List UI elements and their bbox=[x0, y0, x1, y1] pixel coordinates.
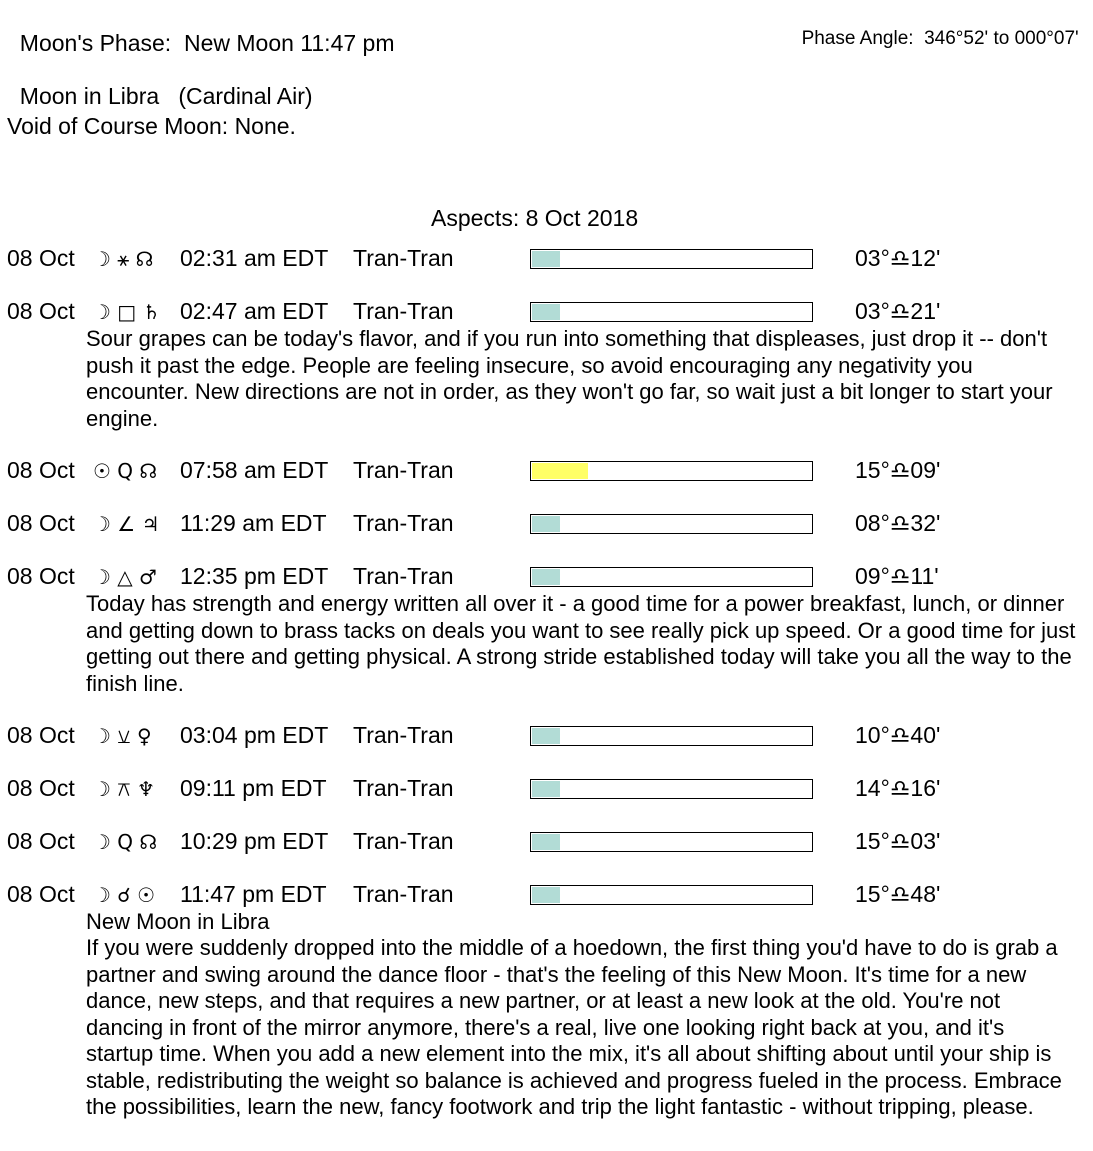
aspect-type: Tran-Tran bbox=[353, 510, 454, 536]
aspect-degree: 15°♎09' bbox=[855, 457, 941, 483]
strength-bar bbox=[530, 885, 813, 905]
strength-bar bbox=[530, 567, 813, 587]
strength-bar-fill bbox=[532, 251, 560, 267]
aspect-glyphs-icon: ☽ ∠ ♃ bbox=[93, 512, 160, 536]
strength-bar-fill bbox=[532, 887, 560, 903]
aspect-date: 08 Oct bbox=[7, 510, 75, 536]
aspect-degree: 08°♎32' bbox=[855, 510, 941, 536]
aspect-glyphs-icon: ☽ △ ♂ bbox=[93, 565, 157, 589]
void-of-course: Void of Course Moon: None. bbox=[7, 113, 296, 139]
aspect-glyphs-icon: ☽ □ ♄ bbox=[93, 300, 161, 324]
aspect-time: 10:29 pm EDT bbox=[180, 828, 329, 854]
aspect-degree: 03°♎12' bbox=[855, 245, 941, 271]
strength-bar bbox=[530, 726, 813, 746]
strength-bar bbox=[530, 461, 813, 481]
aspect-glyphs-icon: ☉ Q ☊ bbox=[93, 459, 158, 483]
strength-bar-fill bbox=[532, 463, 588, 479]
aspect-date: 08 Oct bbox=[7, 457, 75, 483]
aspect-time: 09:11 pm EDT bbox=[180, 775, 327, 801]
aspect-degree: 03°♎21' bbox=[855, 298, 941, 324]
aspect-type: Tran-Tran bbox=[353, 298, 454, 324]
aspect-date: 08 Oct bbox=[7, 245, 75, 271]
aspect-type: Tran-Tran bbox=[353, 457, 454, 483]
aspect-type: Tran-Tran bbox=[353, 722, 454, 748]
phase-angle-value: 346°52' to 000°07' bbox=[924, 28, 1079, 49]
aspects-title: Aspects: 8 Oct 2018 bbox=[431, 205, 639, 231]
aspect-date: 08 Oct bbox=[7, 298, 75, 324]
aspect-type: Tran-Tran bbox=[353, 881, 454, 907]
aspect-degree: 09°♎11' bbox=[855, 563, 939, 589]
moon-phase-value: New Moon 11:47 pm bbox=[183, 30, 395, 56]
strength-bar bbox=[530, 302, 813, 322]
aspect-type: Tran-Tran bbox=[353, 245, 454, 271]
aspect-description: If you were suddenly dropped into the middle of a hoedown, the first thing you'd have to do is grab a partner and swing around the dance floor - that's the feeling of this New Moon. It's time for a new dance, new steps, and that requires a new partner, or at least a new look at the old. You're not dancing in front of the mirror anymore, there's a real, live one looking right back at you, and it's startup time. When you add a new element into the mix, it's all about shifting about until your ship is stable, redistributing the weight so balance is achieved and progress fueled in the process. Embrace the possibilities, learn the new, fancy footwork and trip the light fantastic - without tripping, please. bbox=[86, 935, 1062, 1119]
aspect-degree: 14°♎16' bbox=[855, 775, 941, 801]
moon-element: (Cardinal Air) bbox=[178, 83, 313, 109]
aspect-degree: 10°♎40' bbox=[855, 722, 941, 748]
strength-bar-fill bbox=[532, 516, 560, 532]
strength-bar bbox=[530, 832, 813, 852]
aspect-type: Tran-Tran bbox=[353, 828, 454, 854]
strength-bar bbox=[530, 249, 813, 269]
aspect-subtitle: New Moon in Libra bbox=[86, 909, 270, 934]
aspect-time: 02:47 am EDT bbox=[180, 298, 329, 324]
strength-bar bbox=[530, 779, 813, 799]
aspect-glyphs-icon: ☽ ⚻ ♆ bbox=[93, 777, 155, 801]
aspect-time: 12:35 pm EDT bbox=[180, 563, 329, 589]
aspect-time: 02:31 am EDT bbox=[180, 245, 329, 271]
aspect-degree: 15°♎48' bbox=[855, 881, 941, 907]
aspect-date: 08 Oct bbox=[7, 828, 75, 854]
strength-bar bbox=[530, 514, 813, 534]
strength-bar-fill bbox=[532, 304, 560, 320]
moon-phase-label: Moon's Phase: bbox=[19, 30, 172, 56]
strength-bar-fill bbox=[532, 834, 560, 850]
aspect-glyphs-icon: ☽ Q ☊ bbox=[93, 830, 158, 854]
aspect-glyphs-icon: ☽ ⚺ ♀ bbox=[93, 724, 152, 748]
strength-bar-fill bbox=[532, 781, 560, 797]
aspect-description: Today has strength and energy written all over it - a good time for a power breakfast, lunch, or dinner and getting down to brass tacks on deals you want to see really pick up speed. Or a good time for just getting out there and getting physical. A strong stride established today will take you all the way to the finish line. bbox=[86, 591, 1076, 696]
aspect-time: 03:04 pm EDT bbox=[180, 722, 329, 748]
strength-bar-fill bbox=[532, 569, 560, 585]
aspect-glyphs-icon: ☽ ⚹ ☊ bbox=[93, 247, 154, 271]
aspect-date: 08 Oct bbox=[7, 881, 75, 907]
strength-bar-fill bbox=[532, 728, 560, 744]
phase-angle-label: Phase Angle: bbox=[801, 28, 914, 49]
aspect-glyphs-icon: ☽ ☌ ☉ bbox=[93, 883, 156, 907]
aspect-time: 11:29 am EDT bbox=[180, 510, 327, 536]
aspect-date: 08 Oct bbox=[7, 775, 75, 801]
aspect-type: Tran-Tran bbox=[353, 563, 454, 589]
aspect-date: 08 Oct bbox=[7, 722, 75, 748]
aspect-type: Tran-Tran bbox=[353, 775, 454, 801]
aspect-time: 07:58 am EDT bbox=[180, 457, 329, 483]
moon-phase-line bbox=[7, 9, 395, 55]
aspect-degree: 15°♎03' bbox=[855, 828, 941, 854]
phase-angle bbox=[791, 10, 1079, 48]
aspect-description: Sour grapes can be today's flavor, and if you run into something that displeases, just drop it -- don't push it past the edge. People are feeling insecure, so avoid encouraging any negativity you encounter. New directions are not in order, as they won't go far, so wait just a bit longer to start your engine. bbox=[86, 326, 1053, 431]
moon-sign-line bbox=[7, 62, 313, 108]
moon-sign: Moon in Libra bbox=[19, 83, 160, 109]
aspect-time: 11:47 pm EDT bbox=[180, 881, 327, 907]
aspect-date: 08 Oct bbox=[7, 563, 75, 589]
